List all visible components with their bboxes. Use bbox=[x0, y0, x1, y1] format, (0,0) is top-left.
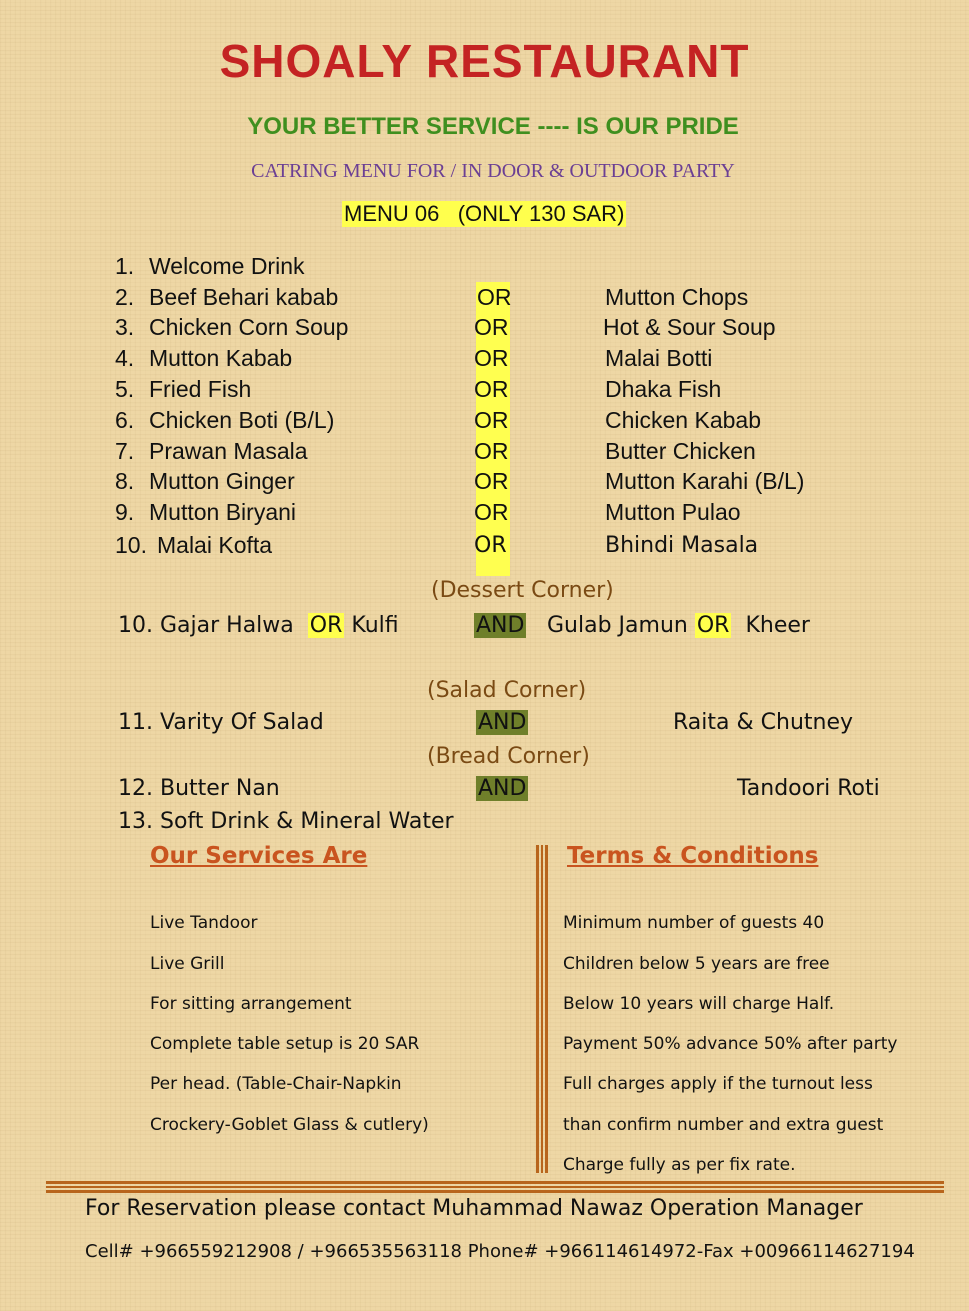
service-item: Per head. (Table-Chair-Napkin bbox=[150, 1074, 402, 1094]
menu-title: MENU 06 (ONLY 130 SAR) bbox=[344, 201, 625, 226]
bread-item: 12. Butter Nan bbox=[118, 776, 280, 801]
bread-item-right: Tandoori Roti bbox=[737, 776, 880, 801]
menu-item: 7. Prawan Masala bbox=[115, 438, 308, 464]
tagline: YOUR BETTER SERVICE ---- IS OUR PRIDE bbox=[247, 113, 739, 140]
menu-item-alt: Bhindi Masala bbox=[605, 533, 759, 558]
service-item: Live Tandoor bbox=[150, 913, 258, 933]
menu-item: 3. Chicken Corn Soup bbox=[115, 314, 349, 340]
or-label: OR bbox=[474, 468, 509, 494]
menu-item-alt: Chicken Kabab bbox=[605, 407, 761, 433]
menu-item-alt: Dhaka Fish bbox=[605, 376, 722, 402]
term-item: Minimum number of guests 40 bbox=[563, 913, 825, 933]
or-label: OR bbox=[474, 499, 509, 525]
menu-item-alt: Hot & Sour Soup bbox=[603, 314, 776, 340]
contact-line: Cell# +966559212908 / +966535563118 Phone# +966114614972-Fax +00966114627194 bbox=[85, 1241, 915, 1262]
term-item: Charge fully as per fix rate. bbox=[563, 1155, 796, 1175]
term-item: Payment 50% advance 50% after party bbox=[563, 1034, 898, 1054]
salad-item-right: Raita & Chutney bbox=[673, 710, 854, 735]
and-label: AND bbox=[476, 613, 525, 638]
menu-item-alt: Malai Botti bbox=[605, 345, 713, 371]
reservation-line: For Reservation please contact Muhammad Nawaz Operation Manager bbox=[85, 1196, 863, 1221]
term-item: Children below 5 years are free bbox=[563, 954, 830, 974]
or-label: OR bbox=[474, 438, 509, 464]
bread-corner-heading: (Bread Corner) bbox=[427, 744, 590, 769]
service-item: Complete table setup is 20 SAR bbox=[150, 1034, 420, 1054]
term-item: than confirm number and extra guest bbox=[563, 1115, 884, 1135]
menu-item: 9. Mutton Biryani bbox=[115, 499, 297, 525]
column-divider bbox=[536, 845, 548, 1173]
menu-item: 10. Malai Kofta bbox=[115, 532, 273, 558]
service-item: Crockery-Goblet Glass & cutlery) bbox=[150, 1115, 429, 1135]
footer-divider bbox=[46, 1181, 944, 1193]
salad-item: 11. Varity Of Salad bbox=[118, 710, 324, 735]
menu-item: 8. Mutton Ginger bbox=[115, 468, 295, 494]
or-label: OR bbox=[474, 407, 509, 433]
service-item: Live Grill bbox=[150, 954, 225, 974]
or-label: OR bbox=[474, 345, 509, 371]
or-label: OR bbox=[477, 284, 512, 310]
menu-item-alt: Butter Chicken bbox=[605, 438, 756, 464]
dessert-row-right: Gulab Jamun OR Kheer bbox=[547, 613, 810, 638]
service-item: For sitting arrangement bbox=[150, 994, 352, 1014]
term-item: Full charges apply if the turnout less bbox=[563, 1074, 873, 1094]
restaurant-title: SHOALY RESTAURANT bbox=[219, 35, 750, 87]
or-label: OR bbox=[474, 533, 507, 558]
or-label: OR bbox=[474, 376, 509, 402]
salad-corner-heading: (Salad Corner) bbox=[427, 678, 587, 703]
menu-item: 6. Chicken Boti (B/L) bbox=[115, 407, 335, 433]
menu-item-alt: Mutton Karahi (B/L) bbox=[605, 468, 805, 494]
menu-item: 5. Fried Fish bbox=[115, 376, 252, 402]
dessert-row: 10. Gajar Halwa OR Kulfi bbox=[118, 613, 399, 638]
dessert-corner-heading: (Dessert Corner) bbox=[431, 578, 614, 603]
term-item: Below 10 years will charge Half. bbox=[563, 994, 835, 1014]
services-heading: Our Services Are bbox=[150, 843, 368, 869]
and-label: AND bbox=[478, 710, 527, 735]
catering-subtitle: CATRING MENU FOR / IN DOOR & OUTDOOR PARTY bbox=[251, 160, 735, 182]
menu-item-alt: Mutton Chops bbox=[605, 284, 749, 310]
menu-item: 4. Mutton Kabab bbox=[115, 345, 293, 371]
menu-item: 2. Beef Behari kabab bbox=[115, 284, 339, 310]
drinks-item: 13. Soft Drink & Mineral Water bbox=[118, 809, 454, 834]
terms-heading: Terms & Conditions bbox=[567, 843, 819, 869]
and-label: AND bbox=[478, 776, 527, 801]
menu-item-alt: Mutton Pulao bbox=[605, 499, 741, 525]
or-label: OR bbox=[474, 314, 509, 340]
menu-item: 1. Welcome Drink bbox=[115, 253, 305, 279]
